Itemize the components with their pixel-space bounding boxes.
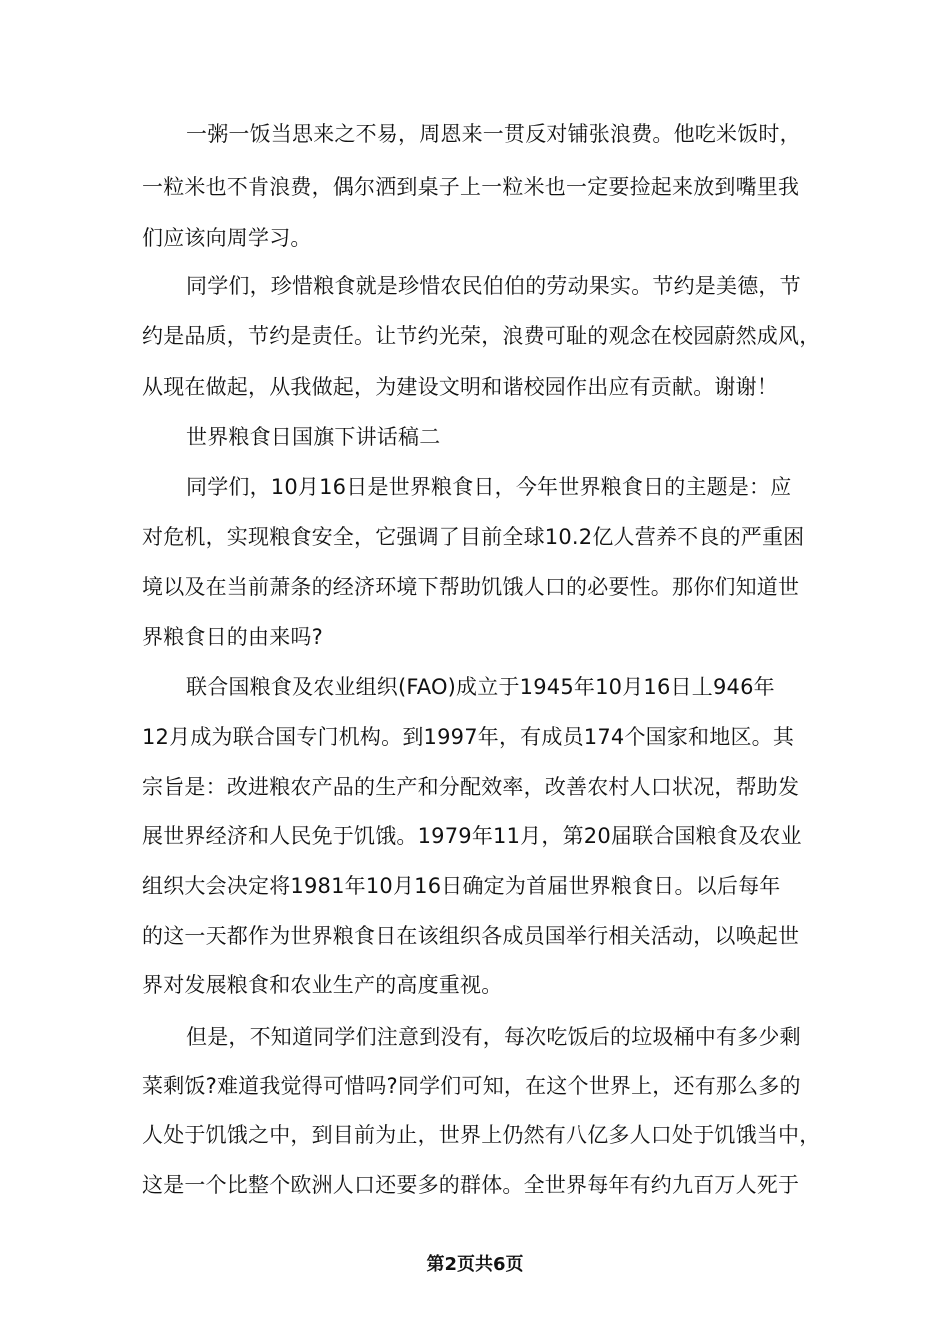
paragraph-line: 境以及在当前萧条的经济环境下帮助饥饿人口的必要性。那你们知道世 — [142, 575, 800, 599]
paragraph-line: 从现在做起，从我做起，为建设文明和谐校园作出应有贡献。谢谢！ — [142, 375, 778, 399]
paragraph-line: 们应该向周学习。 — [142, 226, 312, 250]
page-footer: 第2页共6页 — [426, 1254, 524, 1275]
paragraph-line: 约是品质，节约是责任。让节约光荣，浪费可耻的观念在校园蔚然成风， — [142, 324, 821, 348]
paragraph-line: 12月成为联合国专门机构。到1997年，有成员174个国家和地区。其 — [142, 725, 795, 749]
paragraph-line: 同学们，10月16日是世界粮食日，今年世界粮食日的主题是：应 — [186, 475, 792, 499]
paragraph-line: 界粮食日的由来吗? — [142, 625, 323, 649]
section-heading: 世界粮食日国旗下讲话稿二 — [186, 425, 441, 449]
paragraph-line: 菜剩饭?难道我觉得可惜吗?同学们可知，在这个世界上，还有那么多的 — [142, 1074, 801, 1098]
paragraph-line: 同学们，珍惜粮食就是珍惜农民伯伯的劳动果实。节约是美德，节 — [186, 274, 801, 298]
paragraph-line: 联合国粮食及农业组织(FAO)成立于1945年10月16日丄946年 — [186, 675, 775, 699]
paragraph-line: 但是，不知道同学们注意到没有，每次吃饭后的垃圾桶中有多少剩 — [186, 1025, 801, 1049]
paragraph-line: 这是一个比整个欧洲人口还要多的群体。全世界每年有约九百万人死于 — [142, 1173, 800, 1197]
paragraph-line: 宗旨是：改进粮农产品的生产和分配效率，改善农村人口状况，帮助发 — [142, 775, 800, 799]
paragraph-line: 界对发展粮食和农业生产的高度重视。 — [142, 973, 503, 997]
paragraph-line: 一粒米也不肯浪费，偶尔洒到桌子上一粒米也一定要捡起来放到嘴里我 — [142, 175, 800, 199]
paragraph-line: 一粥一饭当思来之不易，周恩来一贯反对铺张浪费。他吃米饭时， — [186, 122, 801, 146]
paragraph-line: 对危机，实现粮食安全，它强调了目前全球10.2亿人营养不良的严重困 — [142, 525, 805, 549]
paragraph-line: 的这一天都作为世界粮食日在该组织各成员国举行相关活动，以唤起世 — [142, 924, 800, 948]
paragraph-line: 展世界经济和人民免于饥饿。1979年11月，第20届联合国粮食及农业 — [142, 824, 802, 848]
paragraph-line: 人处于饥饿之中，到目前为止，世界上仍然有八亿多人口处于饥饿当中， — [142, 1123, 821, 1147]
paragraph-line: 组织大会决定将1981年10月16日确定为首届世界粮食日。以后每年 — [142, 874, 781, 898]
